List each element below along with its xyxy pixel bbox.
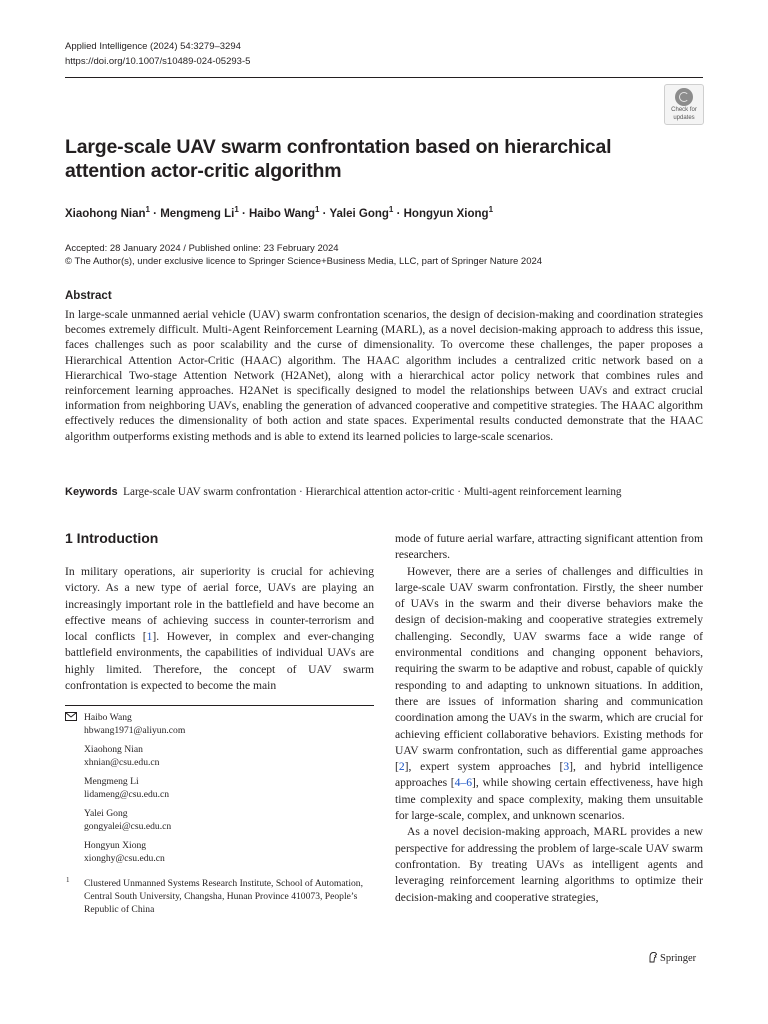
author[interactable]: Xiaohong Nian$^1$ <box>65 205 150 220</box>
author[interactable]: Mengmeng Li$^1$ <box>160 205 239 220</box>
keywords <box>65 485 725 500</box>
contact-email[interactable]: gongyalei@csu.edu.cn <box>84 821 172 832</box>
abstract-heading: Abstract <box>65 290 112 302</box>
contact-entry <box>65 839 374 865</box>
badge-line-1: Check for <box>671 107 697 113</box>
contact-name: Hongyun Xiong <box>84 840 147 851</box>
footnote-rule <box>65 705 374 706</box>
abstract-text: In large-scale unmanned aerial vehicle (UAV) swarm confrontation scenarios, the design of decision-making and coordination strategies becomes extremely difficult. Multi-Agent Reinforcement Learning (MARL), as a novel decision-making approach to address this issue, faces challenges such as poor scalability and the curse of dimensionality. To overcome these challenges, the paper proposes a Hierarchical Attention Actor-Critic (HAAC) algorithm. The HAAC algorithm includes a centralized critic network based on a Hierarchical Two-stage Attention Network (H2ANet), along with a hierarchical actor policy network that combines rules and reinforcement learning approaches. H2ANet is specifically designed to model the relationships between UAVs and extract crucial information from neighboring UAVs, enabling the generation of advanced cooperative and competitive strategies. The HAAC algorithm effectively reduces the dimensionality of both action and state spaces. Experimental results conducted demonstrate that the HAAC algorithm outperforms existing methods and is able to extend its learned policies to large-scale scenarios. <box>65 308 703 443</box>
contact-entry <box>65 711 374 737</box>
badge-line-2: updates <box>673 114 695 121</box>
doi-link[interactable]: https://doi.org/10.1007/s10489-024-05293-5 <box>65 56 251 67</box>
contact-name: Xiaohong Nian <box>84 744 143 755</box>
contact-email[interactable]: hbwang1971@aliyun.com <box>84 725 186 736</box>
contact-email[interactable]: xhnian@csu.edu.cn <box>84 757 160 768</box>
contact-entry <box>65 775 374 801</box>
author-contacts <box>65 711 374 916</box>
contact-name: Yalei Gong <box>84 808 128 819</box>
affiliation-number: 1 <box>66 876 70 884</box>
publication-dates: Accepted: 28 January 2024 / Published online: 23 February 2024 © The Author(s), under exclusive licence to Springer Science+Business Media, LLC, part of Springer Nature 2024 <box>65 243 543 267</box>
author[interactable]: Haibo Wang$^1$ <box>249 205 320 220</box>
intro-left-column <box>65 564 374 694</box>
paragraph: In military operations, air superiority is crucial for achieving victory. As a new type of aerial force, UAVs are playing an increasingly important role in the battlefield and have become an effective means of achieving success in counter-terrorism and local conflicts [1]. However, in complex and ever-changing battlefield environments, the capabilities of individual UAVs are highly limited. Therefore, the concept of UAV swarm confrontation is expected to become the main <box>65 565 374 693</box>
affiliation <box>65 877 374 916</box>
publisher-name: Springer <box>660 953 697 964</box>
journal-citation: Applied Intelligence (2024) 54:3279–3294 <box>65 41 241 52</box>
publisher-logo <box>648 951 696 964</box>
copyright-notice: © The Author(s), under exclusive licence to Springer Science+Business Media, LLC, part of Springer Nature 2024 <box>65 256 543 267</box>
keywords-text: Large-scale UAV swarm confrontation · Hierarchical attention actor-critic · Multi-agent reinforcement learning <box>123 486 622 498</box>
intro-right-column <box>395 531 703 906</box>
contact-entry <box>65 807 374 833</box>
paragraph: mode of future aerial warfare, attracting significant attention from researchers. <box>395 532 703 562</box>
contact-name: Haibo Wang <box>84 712 132 723</box>
paragraph: As a novel decision-making approach, MARL provides a new perspective for addressing the problem of large-scale UAV swarm confrontation. By treating UAVs as intelligent agents and leveraging reinforcement learning algorithms to optimize their decision-making and cooperative strategies, <box>395 825 703 904</box>
check-for-updates-badge[interactable] <box>664 84 704 125</box>
section-heading-introduction: 1 Introduction <box>65 530 159 546</box>
paragraph: However, there are a series of challenges and difficulties in large-scale UAV swarm confrontation. Firstly, the sheer number of UAVs in the swarm and their diverse behaviors make the design of decision-making and cooperative strategies extremely challenging. Secondly, UAV swarms face a wide range of environmental conditions and changing opponent behaviors, requiring the swarm to be adaptive and robust, capable of quickly responding to and adapting to unknown situations. In addition, there are issues of information sharing and communication coordination among the UAVs in the swarm, which are crucial for achieving efficient collaborative behaviors. Existing methods for UAV swarm confrontation, such as differential game approaches [2], expert system approaches [3], and hybrid intelligence approaches [4–6], while showing certain effectiveness, have high time complexity and space complexity, making them unsuitable for large-scale, complex, and unknown scenarios. <box>395 564 704 823</box>
contact-name: Mengmeng Li <box>84 776 139 787</box>
check-for-updates-icon <box>675 88 693 106</box>
contact-email[interactable]: lidameng@csu.edu.cn <box>84 789 170 800</box>
contact-email[interactable]: xionghy@csu.edu.cn <box>84 853 165 864</box>
author-list: Xiaohong Nian$^1$ · Mengmeng $Li^1$ · Haibo Wang$^1$ · Yalei Gong$^1$ · Hongyun Xiong$^1$ <box>65 205 494 220</box>
header-rule <box>65 77 703 78</box>
author[interactable]: Yalei Gong$^1$ <box>329 205 394 220</box>
author[interactable]: Hongyun Xiong$^1$ <box>403 205 494 220</box>
citation-link[interactable]: 4–6 <box>454 776 473 790</box>
citation-link[interactable]: 1 <box>146 630 153 644</box>
citation-link[interactable]: 3 <box>563 760 570 774</box>
envelope-icon <box>65 712 77 725</box>
affiliation-text: Clustered Unmanned Systems Research Institute, School of Automation, Central South University, Changsha, Hunan Province 410073, People’s Republic of China <box>84 878 363 915</box>
paper-title: Large-scale UAV swarm confrontation based on hierarchical attention actor-critic algorithm <box>65 136 612 182</box>
keywords-label: Keywords <box>65 486 118 498</box>
springer-horse-icon <box>648 951 658 963</box>
contact-entry <box>65 743 374 769</box>
citation-link[interactable]: 2 <box>398 760 405 774</box>
